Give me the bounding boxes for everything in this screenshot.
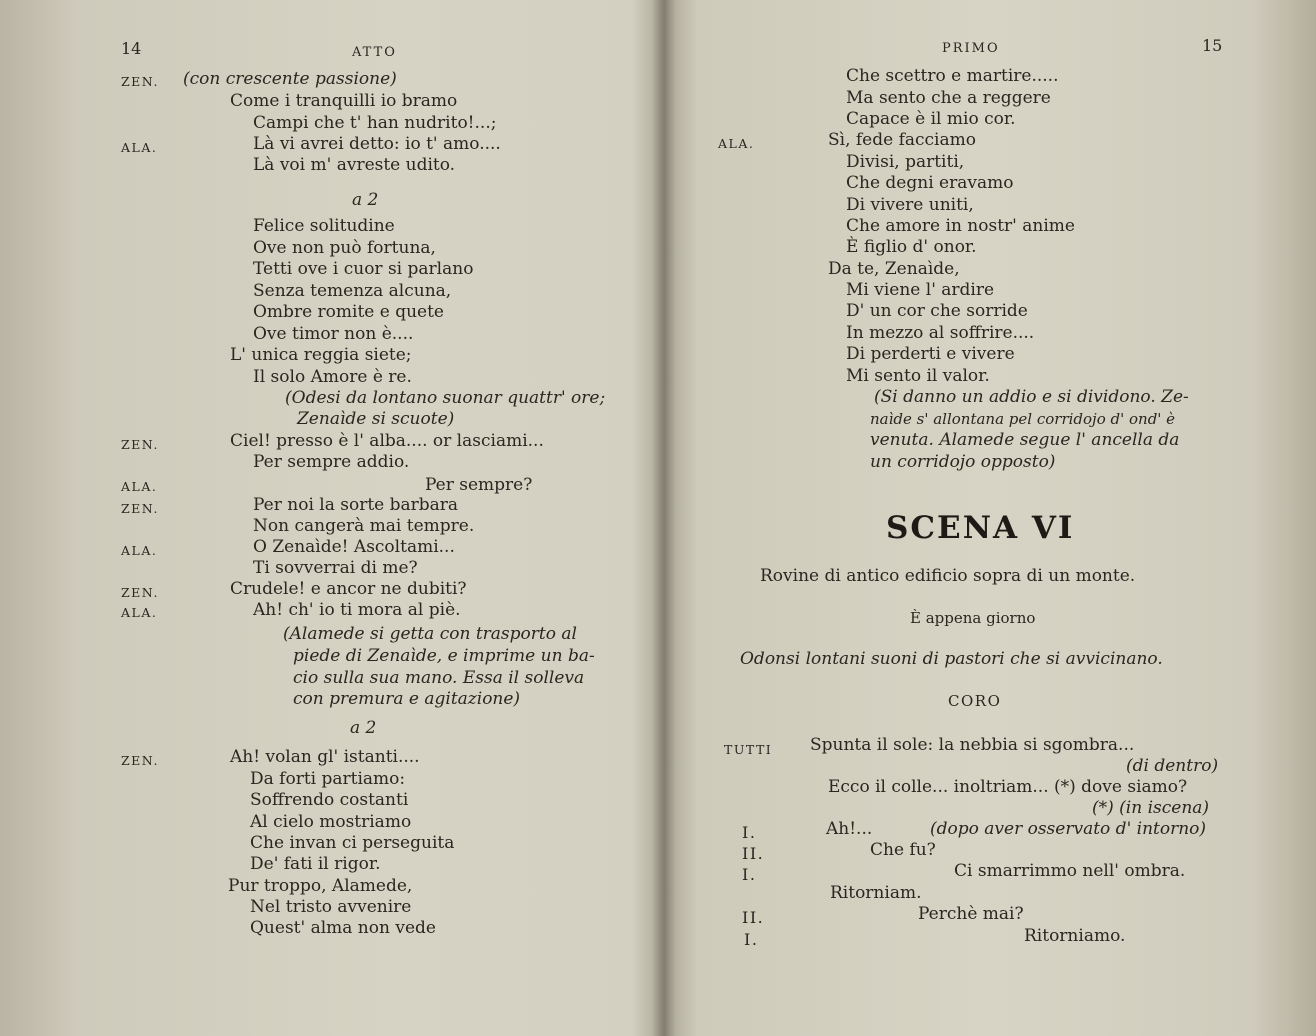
stage-direction: Odonsi lontani suoni di pastori che si avvicinano. [740,649,1163,669]
running-head: PRIMO [942,41,1000,56]
stage-direction: venuta. Alamede segue l' ancella da [870,430,1180,450]
verse-line: Il solo Amore è re. [253,367,412,387]
scene-setting: Rovine di antico edificio sopra di un monte. [760,566,1136,586]
speaker: I. [744,930,759,949]
verse-line: Ecco il colle... inoltriam... (*) dove siamo? [828,777,1188,797]
speaker: II. [742,908,765,927]
stage-direction: piede di Zenaìde, e imprime un ba- [293,646,595,666]
verse-line: O Zenaìde! Ascoltami... [253,537,455,557]
verse-line: Ci smarrimmo nell' ombra. [954,861,1186,881]
stage-direction: (Odesi da lontano suonar quattr' ore; [285,388,606,408]
verse-line: Capace è il mio cor. [846,109,1016,129]
speaker: I. [742,865,757,884]
verse-line: Senza temenza alcuna, [253,281,452,301]
verse-line: Quest' alma non vede [250,918,436,938]
verse-line: Ritorniamo. [1024,926,1126,946]
verse-line: Campi che t' han nudrito!...; [253,113,497,133]
verse-line: Che amore in nostr' anime [846,216,1075,236]
verse-line: Che scettro e martire..... [846,66,1059,86]
a-due-marker: a 2 [352,190,379,210]
verse-line: De' fati il rigor. [250,854,381,874]
verse-line: Da te, Zenaìde, [828,259,960,279]
verse-line: Ove non può fortuna, [253,238,436,258]
verse-line: Mi viene l' ardire [846,280,995,300]
chorus-label: CORO [948,692,1002,710]
verse-line: Ma sento che a reggere [846,88,1051,108]
speaker: ZEN. [121,74,159,89]
verse-line: Ah!... [826,819,873,839]
speaker: II. [742,844,765,863]
stage-direction: un corridojo opposto) [870,452,1056,472]
verse-line: Pur troppo, Alamede, [228,876,413,896]
speaker: ALA. [121,140,158,155]
scene-title: SCENA VI [886,510,1075,546]
verse-line: Che degni eravamo [846,173,1014,193]
running-head: ATTO [352,45,397,60]
speaker: I. [742,823,757,842]
speaker: ALA. [121,479,158,494]
verse-line: Ah! volan gl' istanti.... [230,747,420,767]
verse-line: Ti sovverrai di me? [253,558,418,578]
verse-line: Felice solitudine [253,216,395,236]
verse-line: Là voi m' avreste udito. [253,155,456,175]
page-number: 15 [1202,36,1223,55]
verse-line: Per sempre addio. [253,452,410,472]
scene-time: È appena giorno [910,609,1036,627]
verse-line: Per sempre? [425,475,533,495]
verse-line: Soffrendo costanti [250,790,409,810]
verse-line: Crudele! e ancor ne dubiti? [230,579,467,599]
stage-direction: con premura e agitazione) [293,689,521,709]
stage-direction: (di dentro) [1126,756,1219,776]
speaker: ALA. [121,605,158,620]
verse-line: È figlio d' onor. [846,237,977,257]
stage-direction: (con crescente passione) [183,69,397,89]
verse-line: Di perderti e vivere [846,344,1015,364]
speaker: ZEN. [121,585,159,600]
verse-line: Per noi la sorte barbara [253,495,459,515]
verse-line: Mi sento il valor. [846,366,990,386]
stage-direction: (dopo aver osservato d' intorno) [930,819,1207,839]
speaker: ZEN. [121,753,159,768]
verse-line: Tetti ove i cuor si parlano [253,259,474,279]
verse-line: Nel tristo avvenire [250,897,412,917]
page-number: 14 [121,39,142,58]
verse-line: Divisi, partiti, [846,152,965,172]
stage-direction: cio sulla sua mano. Essa il solleva [293,668,585,688]
stage-direction: (Si danno un addio e si dividono. Ze- [874,387,1189,407]
verse-line: Che invan ci perseguita [250,833,455,853]
right-page [664,0,1316,1036]
verse-line: Che fu? [870,840,936,860]
verse-line: Ritorniam. [830,883,922,903]
verse-line: Di vivere uniti, [846,195,974,215]
verse-line: D' un cor che sorride [846,301,1028,321]
verse-line: Sì, fede facciamo [828,130,976,150]
verse-line: Ciel! presso è l' alba.... or lasciami... [230,431,544,451]
verse-line: Da forti partiamo: [250,769,406,789]
verse-line: Là vi avrei detto: io t' amo.... [253,134,501,154]
stage-direction: Zenaìde si scuote) [297,409,455,429]
stage-direction: (Alamede si getta con trasporto al [283,624,577,644]
verse-line: Spunta il sole: la nebbia si sgombra... [810,735,1135,755]
verse-line: Non cangerà mai tempre. [253,516,475,536]
verse-line: Ove timor non è.... [253,324,414,344]
a-due-marker: a 2 [350,718,377,738]
verse-line: In mezzo al soffrire.... [846,323,1035,343]
stage-direction: naìde s' allontana pel corridojo d' ond' è [870,410,1176,428]
verse-line: Perchè mai? [918,904,1024,924]
verse-line: Ah! ch' io ti mora al piè. [253,600,461,620]
stage-direction: (*) (in iscena) [1092,798,1210,818]
speaker: ZEN. [121,501,159,516]
verse-line: Come i tranquilli io bramo [230,91,458,111]
speaker: ALA. [121,543,158,558]
speaker: ZEN. [121,437,159,452]
speaker: ALA. [718,136,755,151]
verse-line: Al cielo mostriamo [250,812,412,832]
verse-line: L' unica reggia siete; [230,345,412,365]
speaker: TUTTI [724,742,773,757]
verse-line: Ombre romite e quete [253,302,444,322]
